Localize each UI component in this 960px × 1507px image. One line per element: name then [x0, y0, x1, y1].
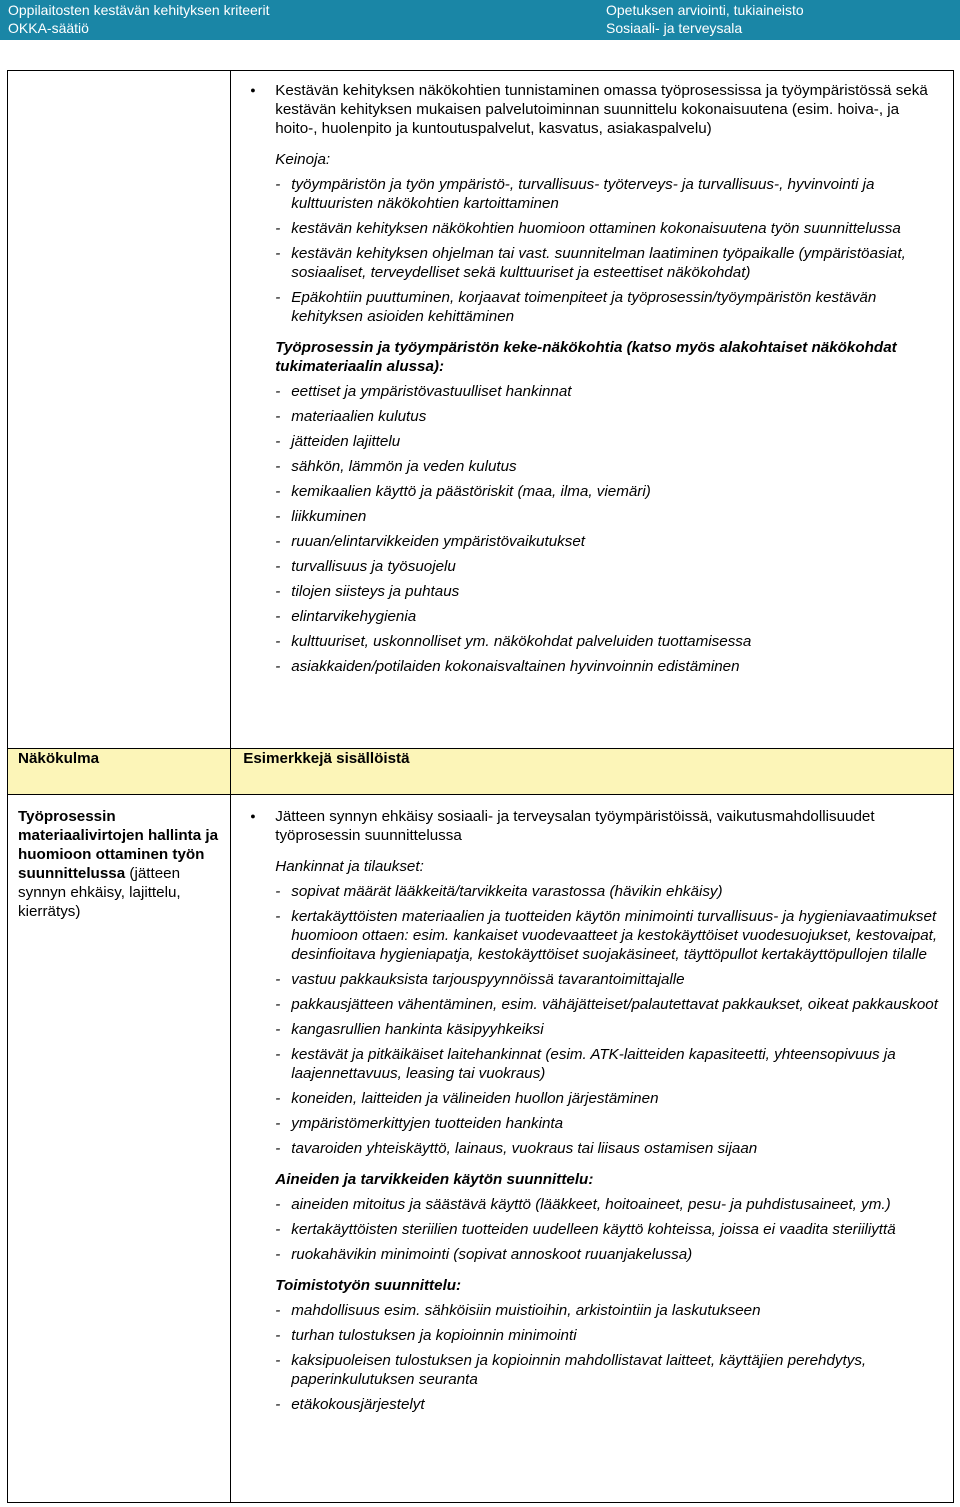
list-item: - eettiset ja ympäristövastuulliset hankinnat — [275, 382, 943, 401]
header-left — [8, 1, 269, 37]
document-header — [0, 0, 960, 40]
list-item: - ruuan/elintarvikkeiden ympäristövaikutukset — [275, 532, 943, 551]
table-row — [8, 71, 954, 749]
list-item: - sopivat määrät lääkkeitä/tarvikkeita varastossa (hävikin ehkäisy) — [275, 882, 943, 901]
list-item: ● Jätteen synnyn ehkäisy sosiaali- ja terveysalan työympäristöissä, vaikutusmahdollisuudet työprosessin suunnittelussa — [243, 807, 943, 845]
list-item: - aineiden mitoitus ja säästävä käyttö (lääkkeet, hoitoaineet, pesu- ja puhdistusaineet, ym.) — [275, 1195, 943, 1214]
aineiden-list — [275, 1195, 943, 1264]
category-detail: (jätteen synnyn ehkäisy, lajittelu, kierrätys) — [18, 865, 181, 920]
hankinnat-list — [275, 882, 943, 1158]
list-item: - jätteiden lajittelu — [275, 432, 943, 451]
list-item: - turhan tulostuksen ja kopioinnin minimointi — [275, 1326, 943, 1345]
table-header-row — [8, 749, 954, 795]
list-item: - tilojen siisteys ja puhtaus — [275, 582, 943, 601]
list-item: - liikkuminen — [275, 507, 943, 526]
content-cell — [231, 795, 954, 1503]
section-title: Työprosessin ja työympäristön keke-näkökohtia (katso myös alakohtaiset näkökohdat tukimateriaalin alussa): — [275, 339, 897, 375]
list-item: - ruokahävikin minimointi (sopivat annoskoot ruuanjakelussa) — [275, 1245, 943, 1264]
list-item: - materiaalien kulutus — [275, 407, 943, 426]
list-item: - ympäristömerkittyjen tuotteiden hankinta — [275, 1114, 943, 1133]
list-item: - kestävän kehityksen ohjelman tai vast. suunnitelman laatiminen työpaikalle (ympäristöasiat, sosiaaliset, terveydelliset sekä kulttuuriset ja esteettiset näkökohdat) — [275, 244, 943, 282]
section-title: Toimistotyön suunnittelu: — [275, 1277, 462, 1294]
list-item: - kulttuuriset, uskonnolliset ym. näkökohdat palveluiden tuottamisessa — [275, 632, 943, 651]
list-item: - kaksipuoleisen tulostuksen ja kopioinnin mahdollistavat laitteet, käyttäjien perehdytys, paperinkulutuksen seuranta — [275, 1351, 943, 1389]
section-title: Keinoja: — [275, 151, 331, 168]
list-item: - Epäkohtiin puuttuminen, korjaavat toimenpiteet ja työprosessin/työympäristön kestävän kehityksen asioiden kehittäminen — [275, 288, 943, 326]
keinoja-list — [275, 175, 943, 326]
category-title: Työprosessin materiaalivirtojen hallinta ja huomioon ottaminen työn suunnittelussa — [18, 808, 219, 882]
list-item: - etäkokousjärjestelyt — [275, 1395, 943, 1414]
header-org: OKKA-säätiö — [8, 20, 89, 36]
category-cell — [8, 795, 231, 1503]
list-item: - koneiden, laitteiden ja välineiden huollon järjestäminen — [275, 1089, 943, 1108]
list-item: ● Kestävän kehityksen näkökohtien tunnistaminen omassa työprosessissa ja työympäristössä sekä kestävän kehityksen mukaisen palvelutoiminnan suunnittelu kokonaisuutena (esim. hoiva-, ja hoito-, huolenpito ja kuntoutuspalvelut, kasvatus, asiakaspalvelu) — [243, 81, 943, 138]
list-item: - pakkausjätteen vähentäminen, esim. vähäjätteiset/palautettavat pakkaukset, oikeat pakkauskoot — [275, 995, 943, 1014]
column-header-nakokulma: Näkökulma — [8, 749, 231, 795]
list-item: - kangasrullien hankinta käsipyyhkeiksi — [275, 1020, 943, 1039]
list-item: - tavaroiden yhteiskäyttö, lainaus, vuokraus tai liisaus ostamisen sijaan — [275, 1139, 943, 1158]
criteria-table — [7, 70, 954, 1503]
list-item: - kemikaalien käyttö ja päästöriskit (maa, ilma, viemäri) — [275, 482, 943, 501]
toimisto-list — [275, 1301, 943, 1414]
list-item: - vastuu pakkauksista tarjouspyynnöissä tavarantoimittajalle — [275, 970, 943, 989]
list-item: - kertakäyttöisten materiaalien ja tuotteiden käytön minimointi turvallisuus- ja hygieniavaatimukset huomioon ottaen: esim. kankaiset vuodevaatteet ja kestokäyttöiset vuodesuojukset, kestovaipat, desinfioitava hygieniapatja, kestokäyttöiset suojakäsineet, täyttöpullot kertakäyttöpullojen tilalle — [275, 907, 943, 964]
list-item: - elintarvikehygienia — [275, 607, 943, 626]
keke-list — [275, 382, 943, 676]
list-item: - turvallisuus ja työsuojelu — [275, 557, 943, 576]
list-item: - kestävät ja pitkäikäiset laitehankinnat (esim. ATK-laitteiden kapasiteetti, yhteensopivuus ja laajennettavuus, leasing tai vuokraus) — [275, 1045, 943, 1083]
list-item: - työympäristön ja työn ympäristö-, turvallisuus- työterveys- ja turvallisuus-, hyvinvointi ja kulttuuristen näkökohtien kartoittaminen — [275, 175, 943, 213]
header-field: Sosiaali- ja terveysala — [606, 20, 743, 36]
table-row — [8, 795, 954, 1503]
list-item: - kestävän kehityksen näkökohtien huomioon ottaminen kokonaisuutena työn suunnittelussa — [275, 219, 943, 238]
header-right — [606, 1, 804, 37]
category-cell — [8, 71, 231, 749]
section-title: Hankinnat ja tilaukset: — [275, 858, 424, 875]
column-header-esimerkkeja: Esimerkkejä sisällöistä — [231, 749, 954, 795]
header-subtitle: Opetuksen arviointi, tukiaineisto — [606, 2, 804, 18]
list-item: - mahdollisuus esim. sähköisiin muistioihin, arkistointiin ja laskutukseen — [275, 1301, 943, 1320]
content-cell — [231, 71, 954, 749]
header-title: Oppilaitosten kestävän kehityksen kriteerit — [8, 2, 270, 18]
list-item: - kertakäyttöisten steriilien tuotteiden uudelleen käyttö kohteissa, joissa ei vaadita steriiliyttä — [275, 1220, 943, 1239]
list-item: - asiakkaiden/potilaiden kokonaisvaltainen hyvinvoinnin edistäminen — [275, 657, 943, 676]
list-item: - sähkön, lämmön ja veden kulutus — [275, 457, 943, 476]
section-title: Aineiden ja tarvikkeiden käytön suunnittelu: — [275, 1171, 594, 1188]
